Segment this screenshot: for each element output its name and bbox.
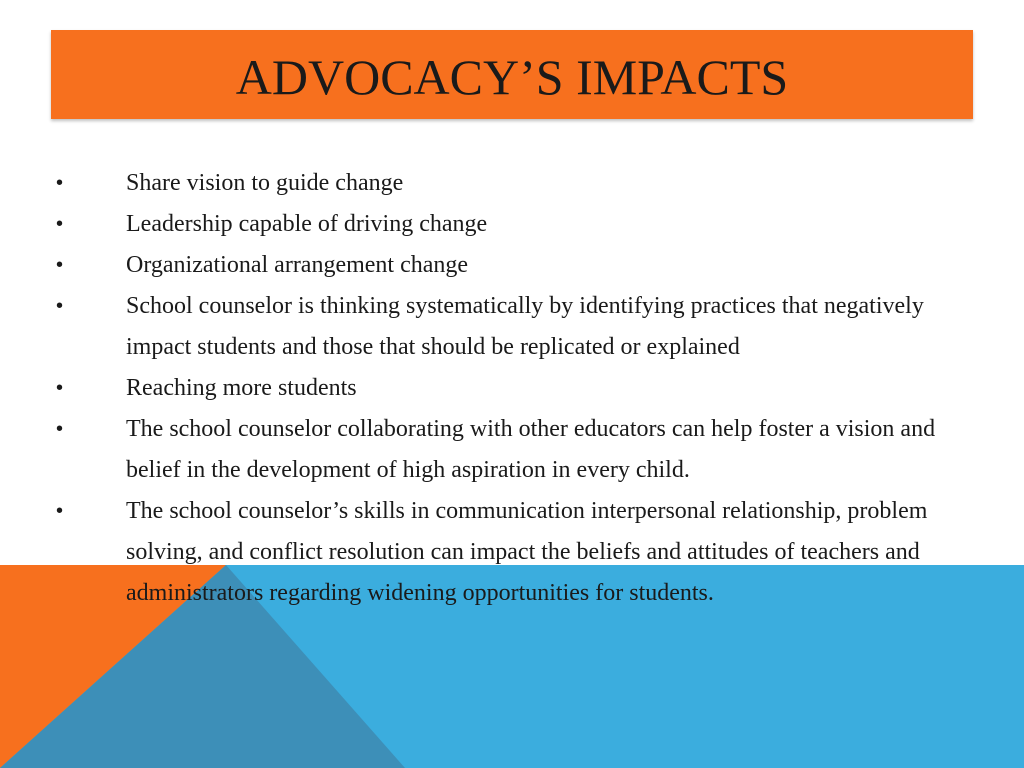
bullet-icon: • — [56, 295, 64, 317]
list-item — [56, 409, 976, 491]
bullet-text: Leadership capable of driving change — [126, 211, 488, 237]
bullet-text: Reaching more students — [126, 375, 357, 401]
list-item — [56, 245, 976, 286]
bullet-list — [56, 163, 976, 614]
bullet-text: Share vision to guide change — [126, 170, 404, 196]
bullet-icon: • — [56, 377, 64, 399]
list-item — [56, 163, 976, 204]
bullet-text: The school counselor collaborating with other educators can help foster a vision and belief in the development of high aspiration in every child. — [126, 416, 936, 483]
bullet-icon: • — [56, 500, 64, 522]
list-item — [56, 491, 976, 614]
bullet-icon: • — [56, 172, 64, 194]
list-item — [56, 368, 976, 409]
bullet-text: Organizational arrangement change — [126, 252, 469, 278]
bullet-text: School counselor is thinking systematically by identifying practices that negatively impact students and those that should be replicated or explained — [126, 293, 924, 360]
bullet-icon: • — [56, 254, 64, 276]
bullet-icon: • — [56, 213, 64, 235]
title-bar — [51, 30, 973, 119]
slide-title: ADVOCACY’S IMPACTS — [235, 48, 789, 105]
list-item — [56, 204, 976, 245]
list-item — [56, 286, 976, 368]
bullet-icon: • — [56, 418, 64, 440]
bullet-text: The school counselor’s skills in communication interpersonal relationship, problem solving, and conflict resolution can impact the beliefs and attitudes of teachers and administrators regarding widening opportunities for students. — [126, 498, 928, 606]
